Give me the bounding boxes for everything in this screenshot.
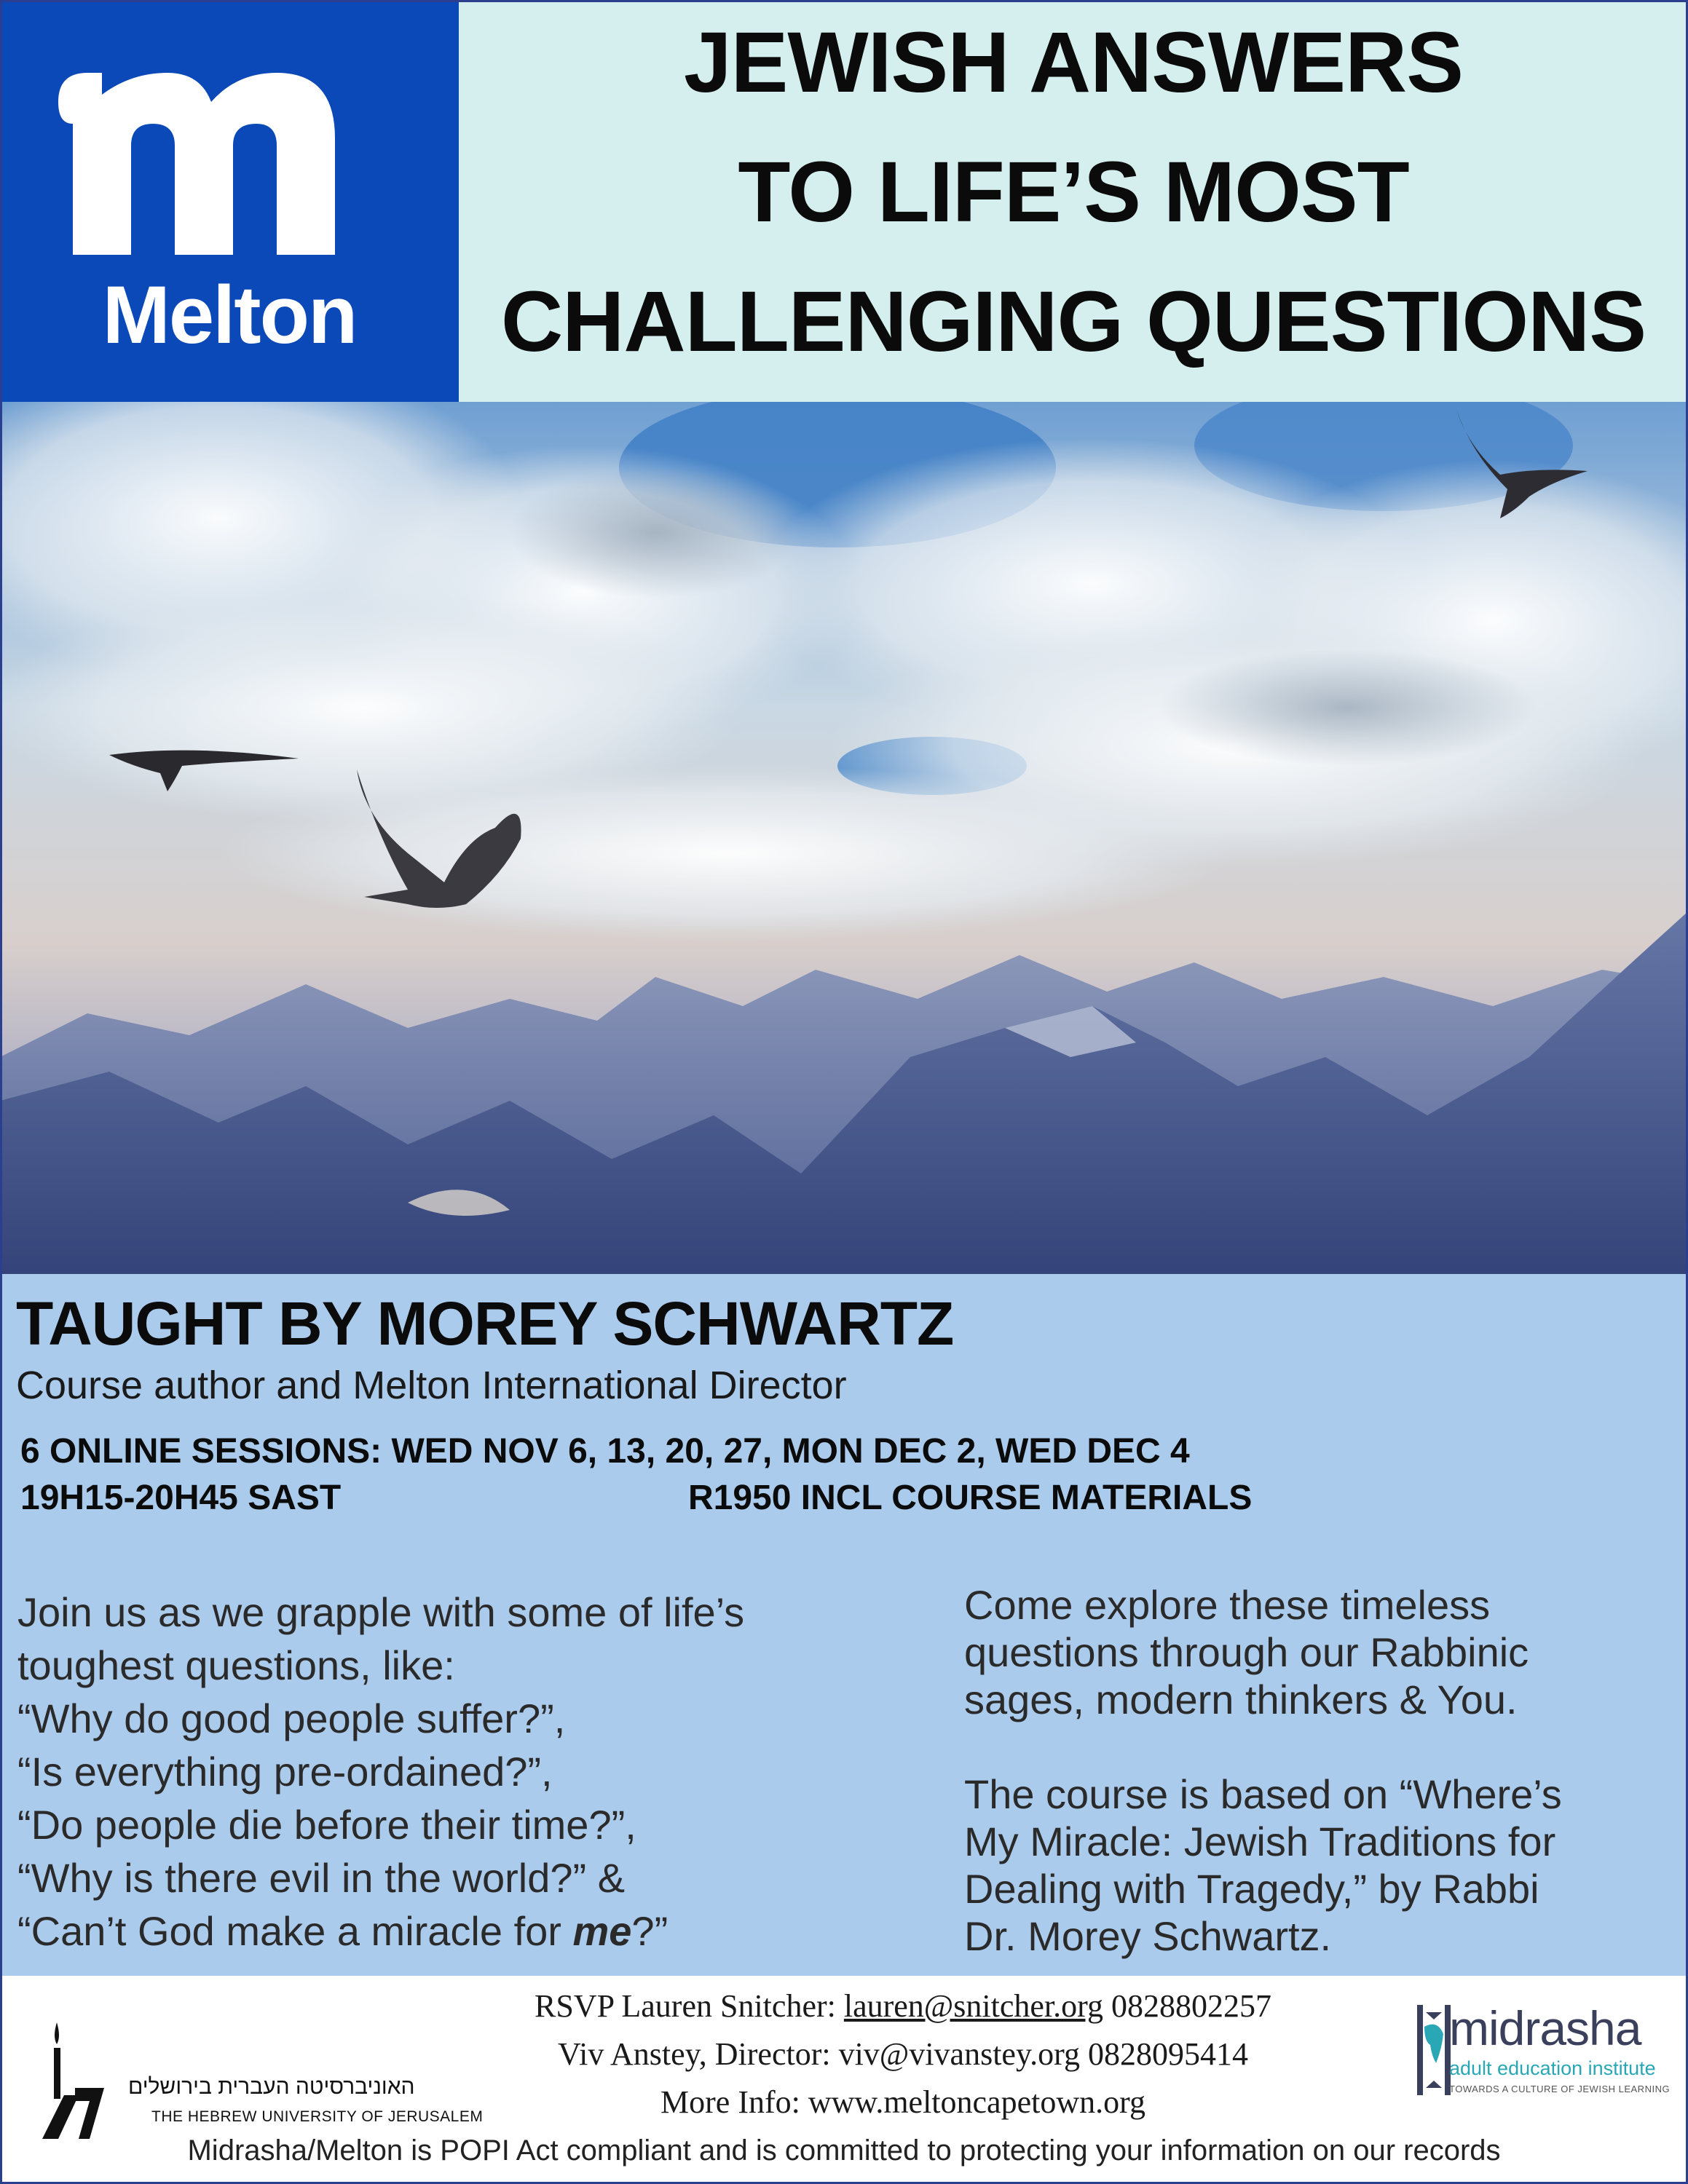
question-line: “Why do good people suffer?”, bbox=[17, 1696, 566, 1741]
huji-hebrew-name: האוניברסיטה העברית בירושלים bbox=[128, 2075, 415, 2099]
description-line: questions through our Rabbinic bbox=[964, 1629, 1529, 1675]
question-line: “Why is there evil in the world?” & bbox=[17, 1855, 626, 1901]
huji-english-name: THE HEBREW UNIVERSITY OF JERUSALEM bbox=[151, 2108, 484, 2125]
rsvp-label: RSVP Lauren Snitcher: bbox=[534, 1988, 844, 2024]
midrasha-tagline: TOWARDS A CULTURE OF JEWISH LEARNING bbox=[1449, 2084, 1671, 2094]
description-line: The course is based on “Where’s bbox=[964, 1771, 1562, 1817]
question-text: ?” bbox=[631, 1908, 669, 1954]
director-line: Viv Anstey, Director: viv@vivanstey.org 0828095414 bbox=[558, 2036, 1248, 2072]
instructor-heading: TAUGHT BY MOREY SCHWARTZ bbox=[16, 1289, 954, 1358]
title-line-3: CHALLENGING QUESTIONS bbox=[500, 274, 1646, 370]
question-text: “Can’t God make a miracle for bbox=[17, 1908, 573, 1954]
description-line: Dr. Morey Schwartz. bbox=[964, 1913, 1332, 1959]
session-time: 19H15-20H45 SAST bbox=[20, 1479, 342, 1517]
title-line-2: TO LIFE’S MOST bbox=[738, 144, 1409, 240]
midrasha-name: midrasha bbox=[1449, 2001, 1641, 2055]
sessions-schedule: 6 ONLINE SESSIONS: WED NOV 6, 13, 20, 27, MON DEC 2, WED DEC 4 bbox=[20, 1432, 1190, 1471]
question-line: “Do people die before their time?”, bbox=[17, 1802, 636, 1848]
question-line: toughest questions, like: bbox=[17, 1642, 455, 1688]
instructor-subtitle: Course author and Melton International Director bbox=[16, 1364, 847, 1407]
question-line: “Is everything pre-ordained?”, bbox=[17, 1749, 553, 1795]
title-line-1: JEWISH ANSWERS bbox=[684, 15, 1463, 111]
rsvp-email-link[interactable]: lauren@snitcher.org bbox=[843, 1988, 1104, 2024]
description-line: sages, modern thinkers & You. bbox=[964, 1677, 1518, 1722]
course-price: R1950 INCL COURSE MATERIALS bbox=[688, 1479, 1253, 1517]
popi-notice: Midrasha/Melton is POPI Act compliant and is committed to protecting your information on our records bbox=[187, 2134, 1501, 2167]
description-line: Come explore these timeless bbox=[964, 1582, 1491, 1628]
description-line: My Miracle: Jewish Traditions for bbox=[964, 1819, 1556, 1864]
question-line: Join us as we grapple with some of life’s bbox=[17, 1589, 745, 1635]
midrasha-subtitle: adult education institute bbox=[1449, 2057, 1656, 2079]
melton-logo-text: Melton bbox=[102, 269, 357, 360]
description-line: Dealing with Tragedy,” by Rabbi bbox=[964, 1866, 1539, 1912]
rsvp-phone: 0828802257 bbox=[1103, 1988, 1272, 2024]
more-info-line: More Info: www.meltoncapetown.org bbox=[660, 2084, 1145, 2120]
emphasis-text: me bbox=[572, 1908, 632, 1954]
